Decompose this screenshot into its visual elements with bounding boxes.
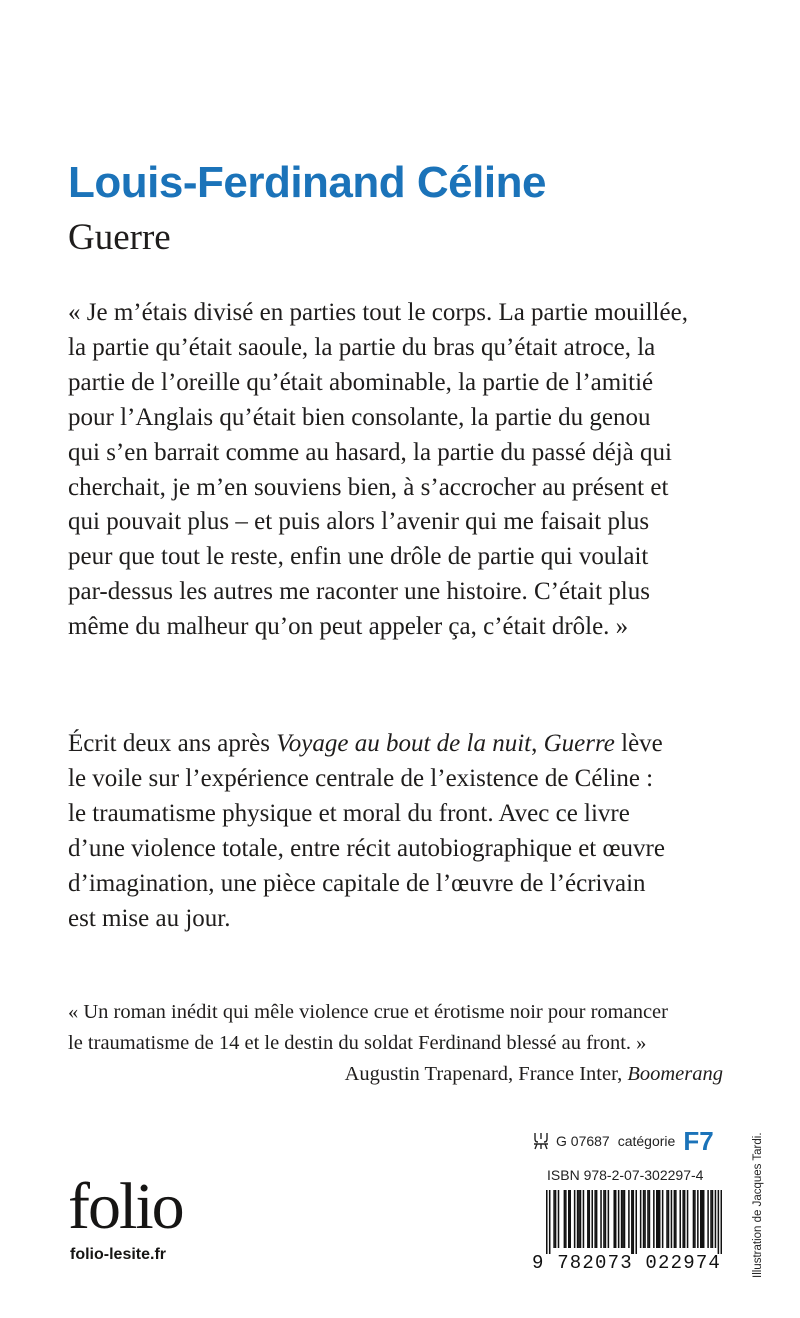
quote-line: la partie qu’était saoule, la partie du bras qu’était atroce, la bbox=[68, 333, 656, 361]
barcode bbox=[532, 1190, 722, 1274]
description-text: lève bbox=[614, 730, 663, 757]
product-code: G 07687 bbox=[556, 1133, 610, 1149]
category-label: catégorie bbox=[617, 1133, 676, 1149]
attribution-show: Boomerang bbox=[627, 1063, 723, 1085]
cited-title: Voyage au bout de la nuit bbox=[276, 730, 532, 757]
quote-line: cherchait, je m’en souviens bien, à s’accrocher au présent et bbox=[68, 473, 669, 501]
press-review bbox=[68, 997, 723, 1090]
quote-line: peur que tout le reste, enfin une drôle de partie qui voulait bbox=[68, 543, 649, 571]
description-line bbox=[68, 727, 720, 762]
quote-line: partie de l’oreille qu’était abominable, la partie de l’amitié bbox=[68, 368, 654, 396]
author-name: Louis-Ferdinand Céline bbox=[68, 158, 546, 207]
excerpt-quote bbox=[68, 296, 720, 645]
isbn: ISBN 978-2-07-302297-4 bbox=[547, 1167, 704, 1183]
description-line: le traumatisme physique et moral du front. Avec ce livre bbox=[68, 799, 630, 827]
attribution-text: Augustin Trapenard, France Inter, bbox=[344, 1063, 628, 1085]
product-codes bbox=[532, 1128, 722, 1154]
description-line: le voile sur l’expérience centrale de l’existence de Céline : bbox=[68, 764, 654, 792]
gallimard-mark-icon bbox=[532, 1131, 550, 1151]
barcode-digits: 9 782073 022974 bbox=[532, 1252, 722, 1274]
description-line: d’imagination, une pièce capitale de l’œuvre de l’écrivain bbox=[68, 869, 646, 897]
review-attribution bbox=[68, 1059, 723, 1090]
category-code: F7 bbox=[683, 1126, 714, 1156]
quote-line: par-dessus les autres me raconter une histoire. C’était plus bbox=[68, 578, 650, 606]
cited-title: Guerre bbox=[543, 730, 615, 757]
quote-line: qui pouvait plus – et puis alors l’avenir qui me faisait plus bbox=[68, 508, 650, 536]
book-description bbox=[68, 727, 720, 936]
review-line: le traumatisme de 14 et le destin du soldat Ferdinand blessé au front. » bbox=[68, 1032, 647, 1054]
folio-logo: folio bbox=[68, 1170, 183, 1243]
description-line: est mise au jour. bbox=[68, 904, 231, 932]
description-text: , bbox=[531, 730, 544, 757]
book-title: Guerre bbox=[68, 217, 171, 258]
quote-line: qui s’en barrait comme au hasard, la partie du passé déjà qui bbox=[68, 438, 672, 466]
description-text: Écrit deux ans après bbox=[68, 730, 277, 757]
barcode-bars bbox=[546, 1190, 722, 1254]
review-line: « Un roman inédit qui mêle violence crue et érotisme noir pour romancer bbox=[68, 1001, 668, 1023]
quote-line: même du malheur qu’on peut appeler ça, c’était drôle. » bbox=[68, 613, 629, 641]
quote-line: « Je m’étais divisé en parties tout le corps. La partie mouillée, bbox=[68, 299, 688, 326]
website-link[interactable]: folio-lesite.fr bbox=[70, 1246, 167, 1263]
description-line: d’une violence totale, entre récit autobiographique et œuvre bbox=[68, 834, 665, 862]
quote-line: pour l’Anglais qu’était bien consolante, la partie du genou bbox=[68, 403, 651, 431]
illustration-credit: Illustration de Jacques Tardi. bbox=[752, 1132, 764, 1278]
